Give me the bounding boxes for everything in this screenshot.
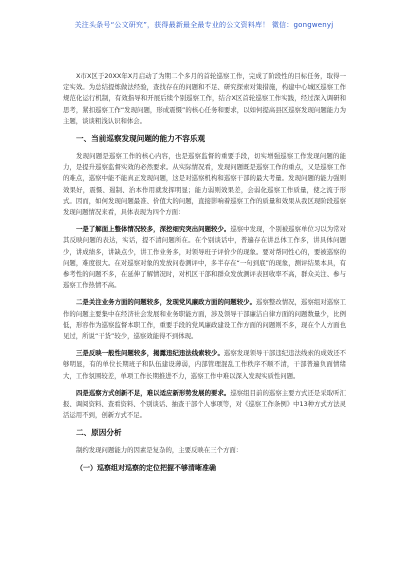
point-four-body: 巡察组目前的巡察主要方式还是采取听汇报、调阅资料、查看资料、个别谈话、抽查干部个人事项等，对《巡察工作条例》中13种方式方法灵活运用不到，创新方式不足。 [63, 388, 347, 420]
header-banner[interactable]: 关注头条号“公文研究”，获得最新最全最专业的公文资料库！ 微信：gongwenyj [74, 21, 334, 29]
section2-paragraph-1: 制约发现问题能力的因素是复杂的，主要反映在三个方面： [76, 446, 243, 455]
section1-paragraph-1: 发现问题是巡察工作的核心内容，也是巡察监督的重要手段，切实增强巡察工作发现问题的能力，是提升巡察监督实效的必然要求。从实际情况看，发现问题既是巡察工作的重点，又是巡察工作的难点，巡察中能不能真正发现问题，这是对巡察机构和巡察干部的最大考量。发现问题的能力强则效果好，震慑、遏制、治本作用就发挥明显；能力弱则效果差，会弱化巡察工作质量，使之流于形式。因而，如何发现问题最准、价值大的问题，直接影响着巡察工作的质量和效果从我区现阶段巡察发现问题情况来看，具体表现为四个方面： [63, 152, 346, 217]
point-three-lead: 三是反映一般性问题较多，揭露违纪违法线索较少。 [76, 349, 224, 358]
section1-paragraph-3 [63, 297, 346, 342]
subsection-heading-1: （一）巡察组对巡察的定位把握不够清晰准确 [76, 463, 216, 472]
point-three-body: 巡察发现领导干部违纪违法线索的成效还不够明显，有的单位长期班子和队伍建设薄弱，内部管理混乱工作秩序不顺不清，干部普遍负面情绪大，工作氛围较差，单项工作长期推进不力，巡察工作中难以深入发现实质性问题。 [63, 349, 347, 380]
point-one-body: 巡察中发现，个别被巡察单位习以为常对其反映问题的表达，实话，提不清问题所在。在个别谈话中，普遍存在讲总体工作多，讲具体问题少，讲成绩多，讲缺点少，讲工作业务多，对领导班子评价少的现象。要对帮同性心的，要被巡察的问题，难度很大。在对巡察对象的发放问卷测评中，多半存在“一句到底”的现象，测评结果本具，有参考性的问题不多，在延伸了解情况时，对机区干部和群众发放测评表回收率不高，群众关注、参与巡察工作热情不高。 [63, 225, 347, 290]
section1-paragraph-2 [63, 224, 346, 291]
section1-paragraph-5 [63, 388, 346, 422]
section1-paragraph-4 [63, 348, 346, 382]
point-one-lead: 一是了解面上整体情况较多，深挖细究突出问题较少。 [76, 225, 231, 234]
section-heading-1: 一、当前巡察发现问题的能力不容乐观 [76, 134, 206, 144]
point-four-lead: 四是巡察方式创新不足，难以适应新形势发展的要求。 [76, 388, 231, 397]
section-heading-2: 二、原因分析 [76, 428, 122, 438]
point-two-lead: 二是关注业务方面的问题较多，发现党风廉政方面的问题较少。 [76, 298, 257, 307]
point-two-body: 巡察整改情况，巡察组对巡察工作的问题主要集中在经济社会发展和业务职能方面，涉及领导干部廉洁自律方面的问题数量少，比例低，形容作为巡察监督本职工作，重要手段的党风廉政建设工作方面的问题则不多，现在个人方面也见过，所说“干货”较少，巡察效能得不到体现。 [63, 298, 347, 341]
intro-paragraph: X市X区于20XX年X月启动了为期二个多月的首轮巡察工作，完成了阶段性的目标任务，取得一定实效。为总结提炼做法经验，查找存在的问题和不足、研究探索对策措施，构建中心城区巡察工作规范化运行机制，有效指导和开展后续个别巡察工作，结合X区首轮巡察工作实践，经过深入调研和思考，紧扣巡察工作“发现问题，形成震慑”的核心任务和要求，以如何提高县区巡察发现问题能力为主题，谈谈粗浅认识和体会。 [63, 72, 346, 125]
document-body [63, 71, 346, 479]
